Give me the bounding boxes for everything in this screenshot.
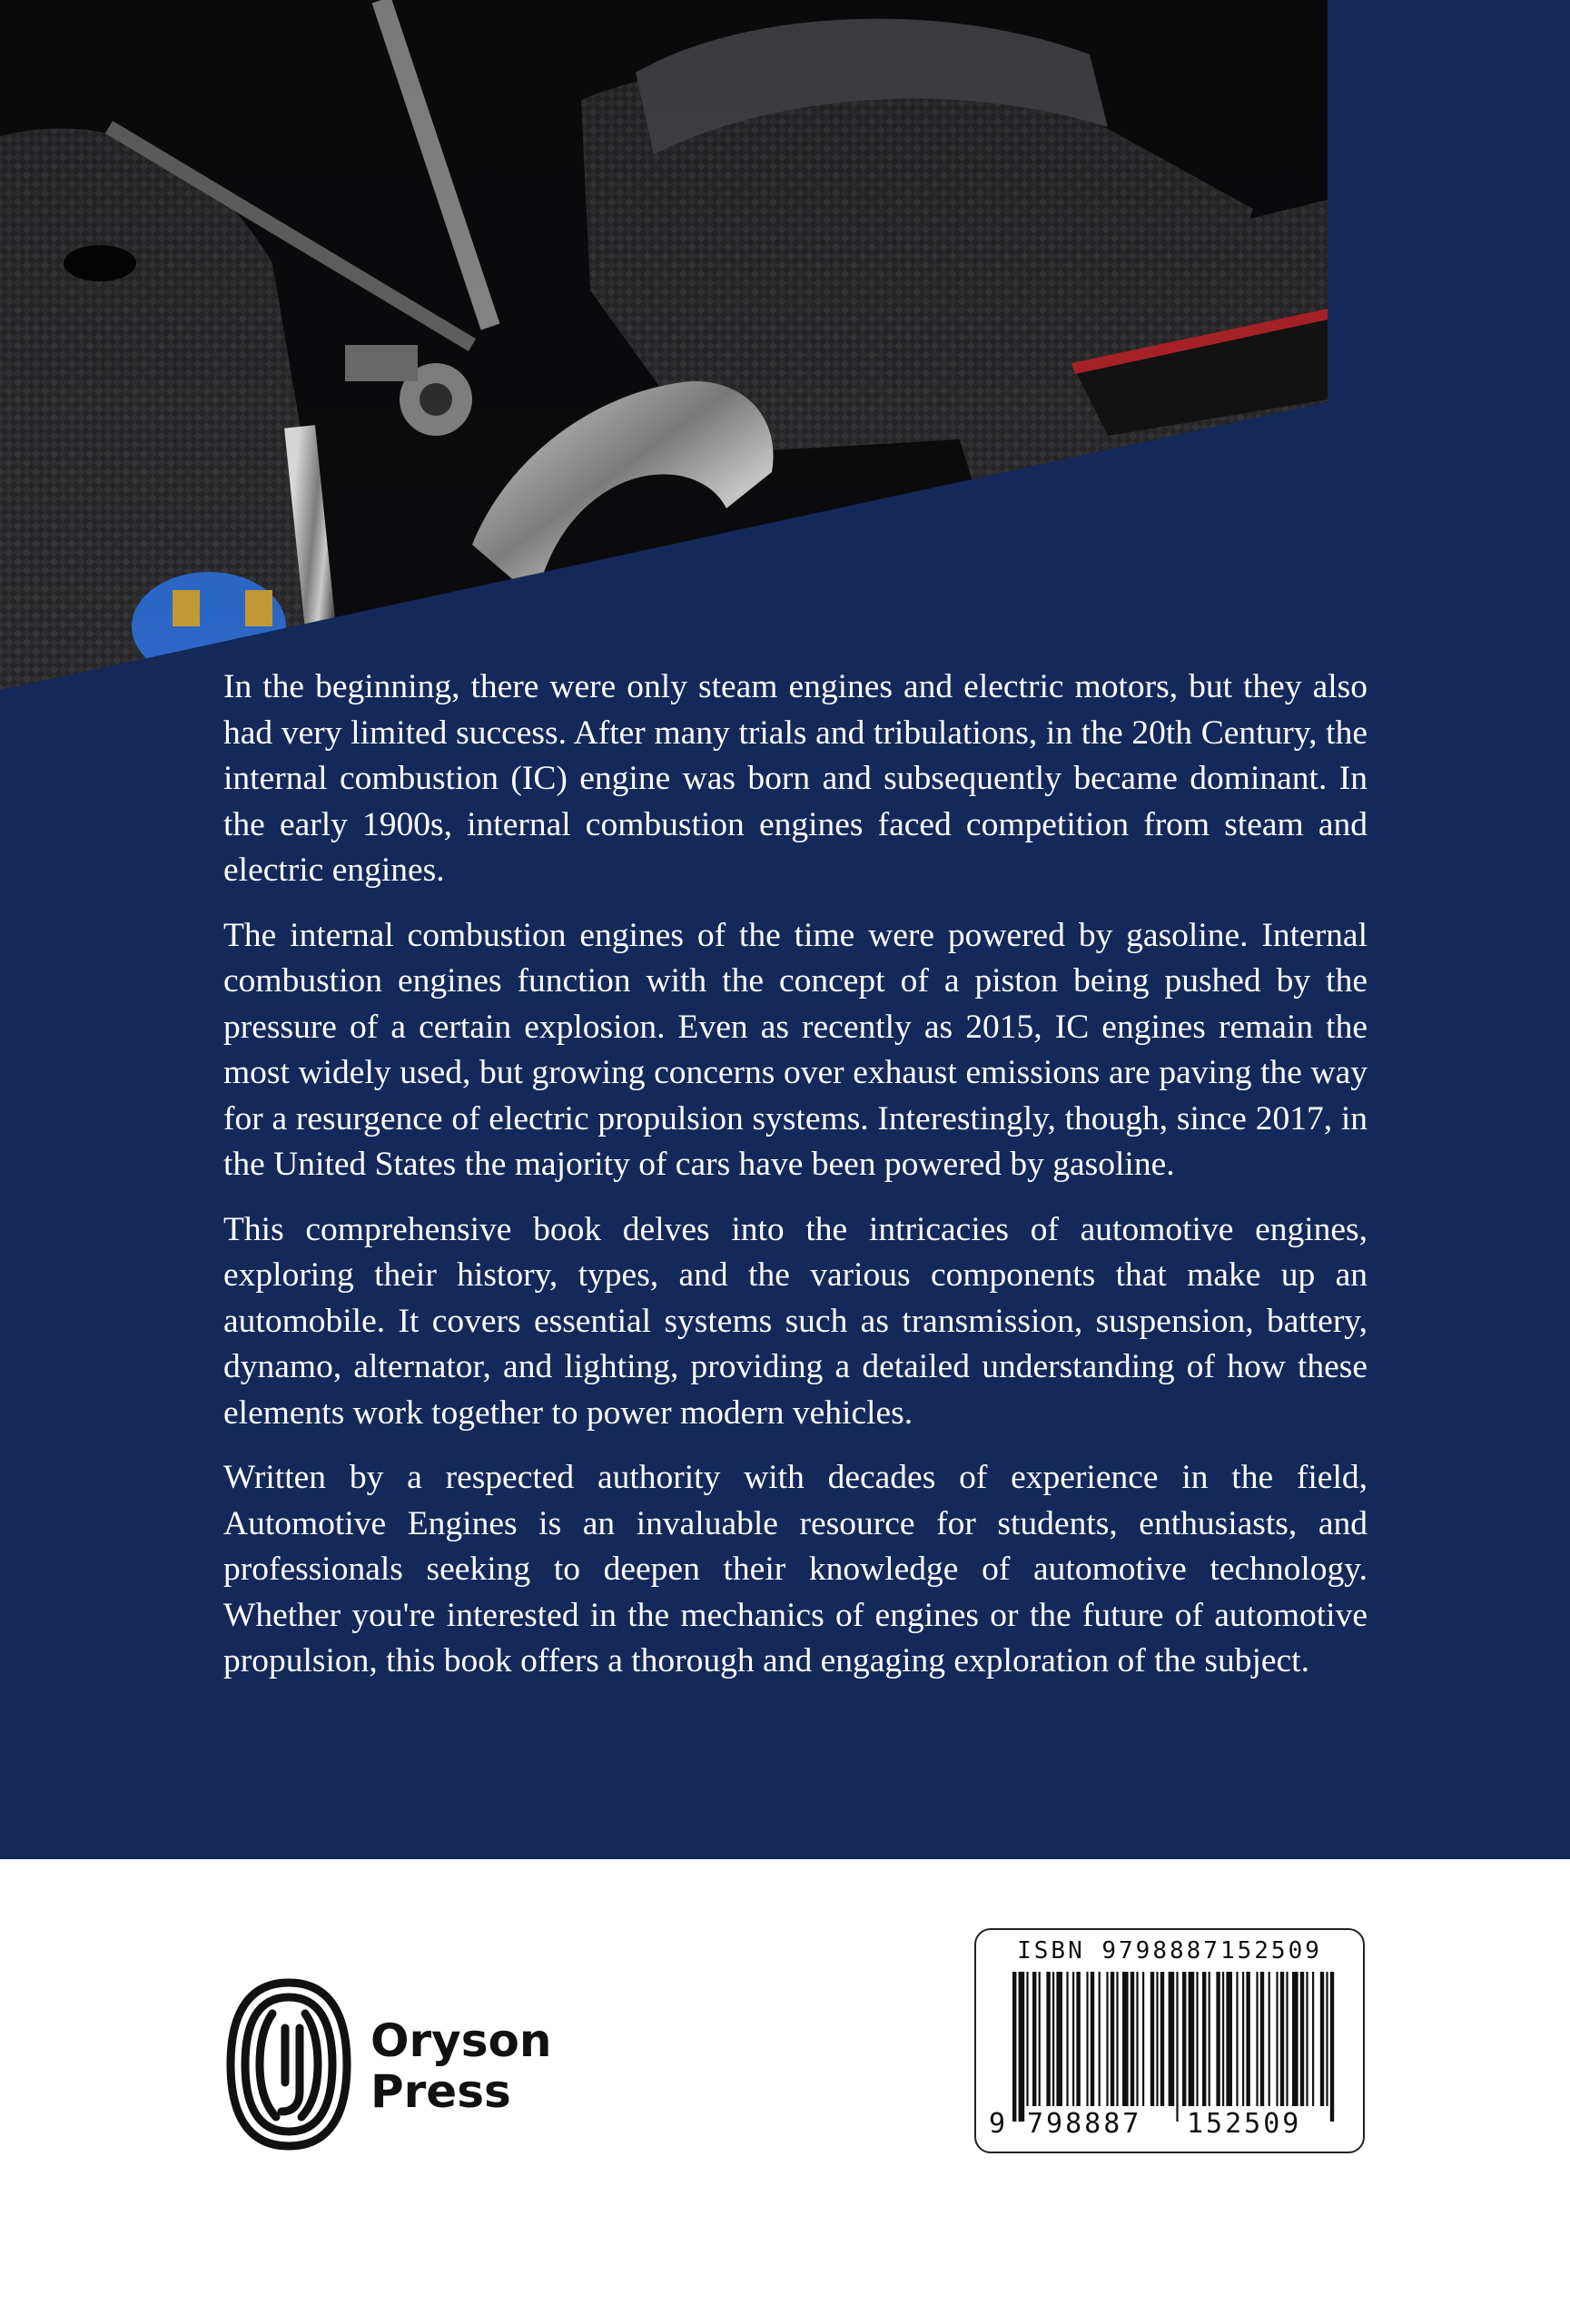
barcode-bar [1176,1972,1178,2122]
barcode-digits-right: 152509 [1187,2108,1302,2140]
barcode-bar [1142,1972,1144,2106]
barcode-bar [1242,1972,1244,2106]
barcode-bar [1116,1972,1118,2106]
isbn-barcode [974,1928,1365,2153]
blurb-paragraph: This comprehensive book delves into the intricacies of automotive engines, exploring their history, types, and the various components that make up an automobile. It covers essential systems such as transmission, suspension, battery, dynamo, alternator, and lighting, providing a detailed understanding of how these elements work together to power modern vehicles. [223,1210,1368,1432]
barcode-bar [1292,1972,1298,2106]
barcode-bar [1066,1972,1068,2106]
publisher-name-line2: Press [370,2065,511,2118]
barcode-bar [1160,1972,1164,2106]
barcode-bar [1246,1972,1249,2106]
barcode-bar [1320,1972,1324,2106]
barcode-bar [1091,1972,1094,2106]
barcode-bar [1156,1972,1158,2106]
barcode-bar [1106,1972,1108,2106]
barcode-bar [1052,1972,1054,2106]
barcode-bar [1111,1972,1114,2106]
publisher-logo [225,1974,552,2155]
barcode-bar [1072,1972,1074,2106]
barcode-bar [1086,1972,1088,2106]
barcode-bar [1276,1972,1278,2106]
barcode-bar [1196,1972,1198,2106]
barcode-bar [1300,1972,1304,2106]
barcode-digits [976,2108,1363,2144]
barcode-bar [1182,1972,1186,2106]
barcode-bar [1099,1972,1101,2106]
barcode-bar [1046,1972,1050,2106]
publisher-name [370,2015,551,2117]
barcode-bar [1150,1972,1154,2106]
barcode-bar [1012,1972,1016,2122]
barcode-bar [1026,1972,1028,2106]
barcode-bar [1202,1972,1206,2106]
engine-bay-photo [0,0,1570,690]
barcode-bar [1306,1972,1308,2106]
barcode-digit-first: 9 [989,2108,1006,2140]
barcode-bar [1032,1972,1036,2106]
barcode-bar [1216,1972,1219,2106]
barcode-bar [1280,1972,1284,2106]
barcode-bar [1330,1972,1334,2122]
barcode-bar [1326,1972,1328,2106]
barcode-bar [1256,1972,1258,2106]
barcode-bar [1122,1972,1129,2106]
barcode-bar [1222,1972,1224,2106]
barcode-bar [1019,1972,1025,2122]
barcode-bars [1012,1972,1339,2122]
back-cover-blurb [223,665,1368,1704]
barcode-bar [1169,1972,1175,2106]
blurb-paragraph: The internal combustion engines of the time were powered by gasoline. Internal combustion engines function with the concept of a piston being pushed by the pressure of a certain explosion. Even as recently as 2015, IC engines remain the most widely used, but growing concerns over exhaust emissions are paving the way for a resurgence of electric propulsion systems. Interestingly, though, since 2017, in the United States the majority of cars have been powered by gasoline. [223,916,1368,1183]
barcode-bar [1236,1972,1238,2106]
barcode-bar [1039,1972,1041,2106]
barcode-bar [1269,1972,1270,2106]
publisher-name-line1: Oryson [370,2014,552,2067]
barcode-bar [1260,1972,1264,2106]
barcode-bar [1131,1972,1134,2106]
barcode-bar [1056,1972,1062,2106]
barcode-bar [1076,1972,1080,2106]
isbn-label: ISBN 9798887152509 [1017,1937,1322,1965]
barcode-bar [1189,1972,1195,2106]
barcode-bar [1286,1972,1288,2106]
blurb-paragraph: In the beginning, there were only steam engines and electric motors, but they also had very limited success. After many trials and tribulations, in the 20th Century, the internal combustion (IC) engine was born and subsequently became dominant. In the early 1900s, internal combustion engines faced competition from steam and electric engines. [223,668,1368,889]
barcode-bar [1209,1972,1210,2106]
barcode-bar [1226,1972,1232,2106]
barcode-digits-left: 798887 [1027,2108,1142,2140]
barcode-bar [1136,1972,1138,2106]
barcode-bar [1312,1972,1314,2106]
oryson-press-logo-icon [225,1974,352,2155]
blurb-paragraph: Written by a respected authority with decades of experience in the field, Automotive Engines is an invaluable resource for students, enthusiasts, and professionals seeking to deepen their knowledge of automotive technology. Whether you're interested in the mechanics of engines or the future of automotive propulsion, this book offers a thorough and engaging exploration of the subject. [223,1459,1368,1679]
